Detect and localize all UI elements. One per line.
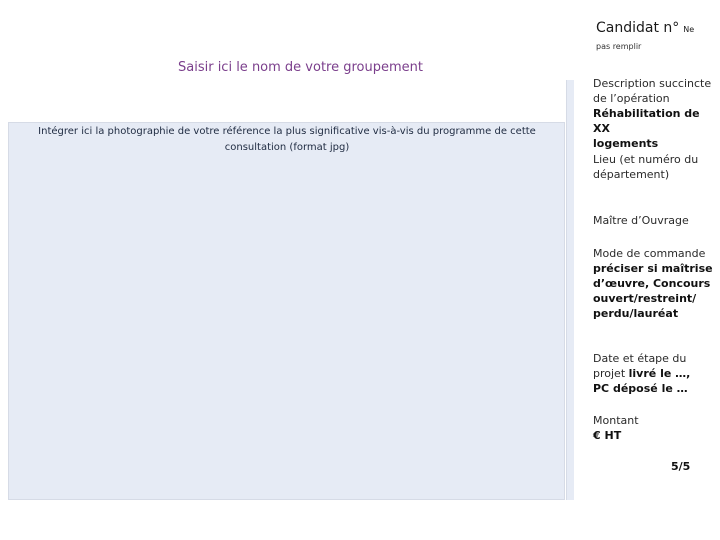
date-stage-label-line-2: projet xyxy=(593,367,626,380)
commission-mode-label: Mode de commande xyxy=(593,247,706,260)
photo-instructions-line-1: Intégrer ici la photographie de votre référence la plus significative vis-à-vis du programme de cette xyxy=(38,126,536,137)
date-stage-value-line-2: PC déposé le … xyxy=(593,382,688,395)
vertical-divider xyxy=(566,80,574,500)
commission-mode-field[interactable] xyxy=(593,246,713,321)
amount-value: € HT xyxy=(593,429,622,442)
candidate-number-text: Candidat n° xyxy=(596,20,680,36)
client-field[interactable] xyxy=(593,213,713,228)
location-line-2: département) xyxy=(593,168,670,181)
candidate-number-note: Ne xyxy=(683,25,695,34)
description-field[interactable] xyxy=(593,76,713,151)
candidate-number-label xyxy=(596,20,694,36)
page-number: 5/5 xyxy=(671,460,691,473)
description-value-line-2: logements xyxy=(593,137,659,150)
location-field[interactable] xyxy=(593,152,713,182)
date-stage-label-line-1: Date et étape du xyxy=(593,352,687,365)
description-value-line-1: Réhabilitation de XX xyxy=(593,107,700,135)
group-name-placeholder[interactable]: Saisir ici le nom de votre groupement xyxy=(178,60,423,75)
commission-mode-value-line-3: ouvert/restreint/ xyxy=(593,292,697,305)
commission-mode-value-line-1: préciser si maîtrise xyxy=(593,262,713,275)
do-not-fill-note: pas remplir xyxy=(596,42,642,51)
amount-field[interactable] xyxy=(593,413,713,443)
commission-mode-value-line-2: d’œuvre, Concours xyxy=(593,277,711,290)
date-stage-field[interactable] xyxy=(593,351,713,396)
photo-instructions-line-2: consultation (format jpg) xyxy=(224,142,350,153)
description-label-line-1: Description succincte xyxy=(593,77,712,90)
client-label: Maître d’Ouvrage xyxy=(593,214,689,227)
amount-label: Montant xyxy=(593,414,639,427)
photo-instructions xyxy=(22,124,552,156)
location-line-1: Lieu (et numéro du xyxy=(593,153,699,166)
description-label-line-2: de l’opération xyxy=(593,92,670,105)
commission-mode-value-line-4: perdu/lauréat xyxy=(593,307,679,320)
date-stage-value-line-1: livré le …, xyxy=(628,367,691,380)
photo-placeholder-box[interactable] xyxy=(8,122,565,500)
